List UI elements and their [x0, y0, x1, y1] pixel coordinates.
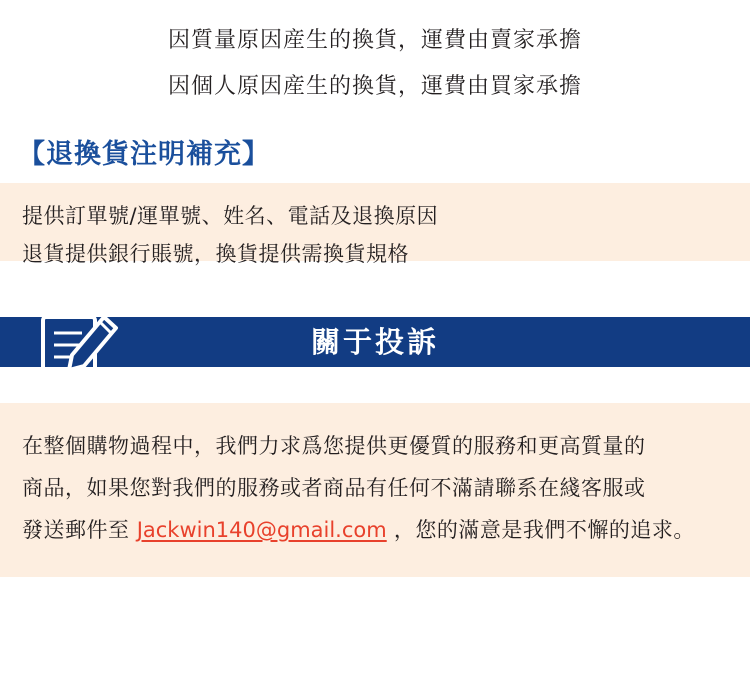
complaint-line-3-suffix: ，您的滿意是我們不懈的追求。: [386, 518, 695, 542]
support-email-link[interactable]: Jackwin140@gmail.com: [136, 518, 387, 542]
note-line: 提供訂單號/運單號、姓名、電話及退換原因: [22, 204, 439, 228]
complaint-banner: [0, 307, 750, 377]
note-block: [0, 183, 750, 266]
complaint-line-2: 商品，如果您對我們的服務或者商品有任何不滿請聯系在綫客服或: [22, 476, 646, 500]
policy-line: 因個人原因産生的換貨，運費由買家承擔: [167, 74, 582, 99]
policy-line: 因質量原因産生的換貨，運費由賣家承擔: [167, 28, 582, 53]
complaint-line-3-prefix: 發送郵件至: [22, 518, 137, 542]
complaint-line-1: 在整個購物過程中，我們力求爲您提供更優質的服務和更高質量的: [22, 434, 646, 458]
note-line: 退貨提供銀行賬號，換貨提供需換貨規格: [22, 242, 409, 266]
banner-title: 關于投訴: [310, 325, 439, 359]
complaint-line-3: [22, 509, 732, 551]
pencil-notepad-icon: [38, 303, 120, 379]
note-section-heading: 【退換貨注明補充】: [18, 139, 270, 170]
complaint-text-block: [0, 403, 750, 577]
return-policy-lines: [0, 0, 750, 110]
